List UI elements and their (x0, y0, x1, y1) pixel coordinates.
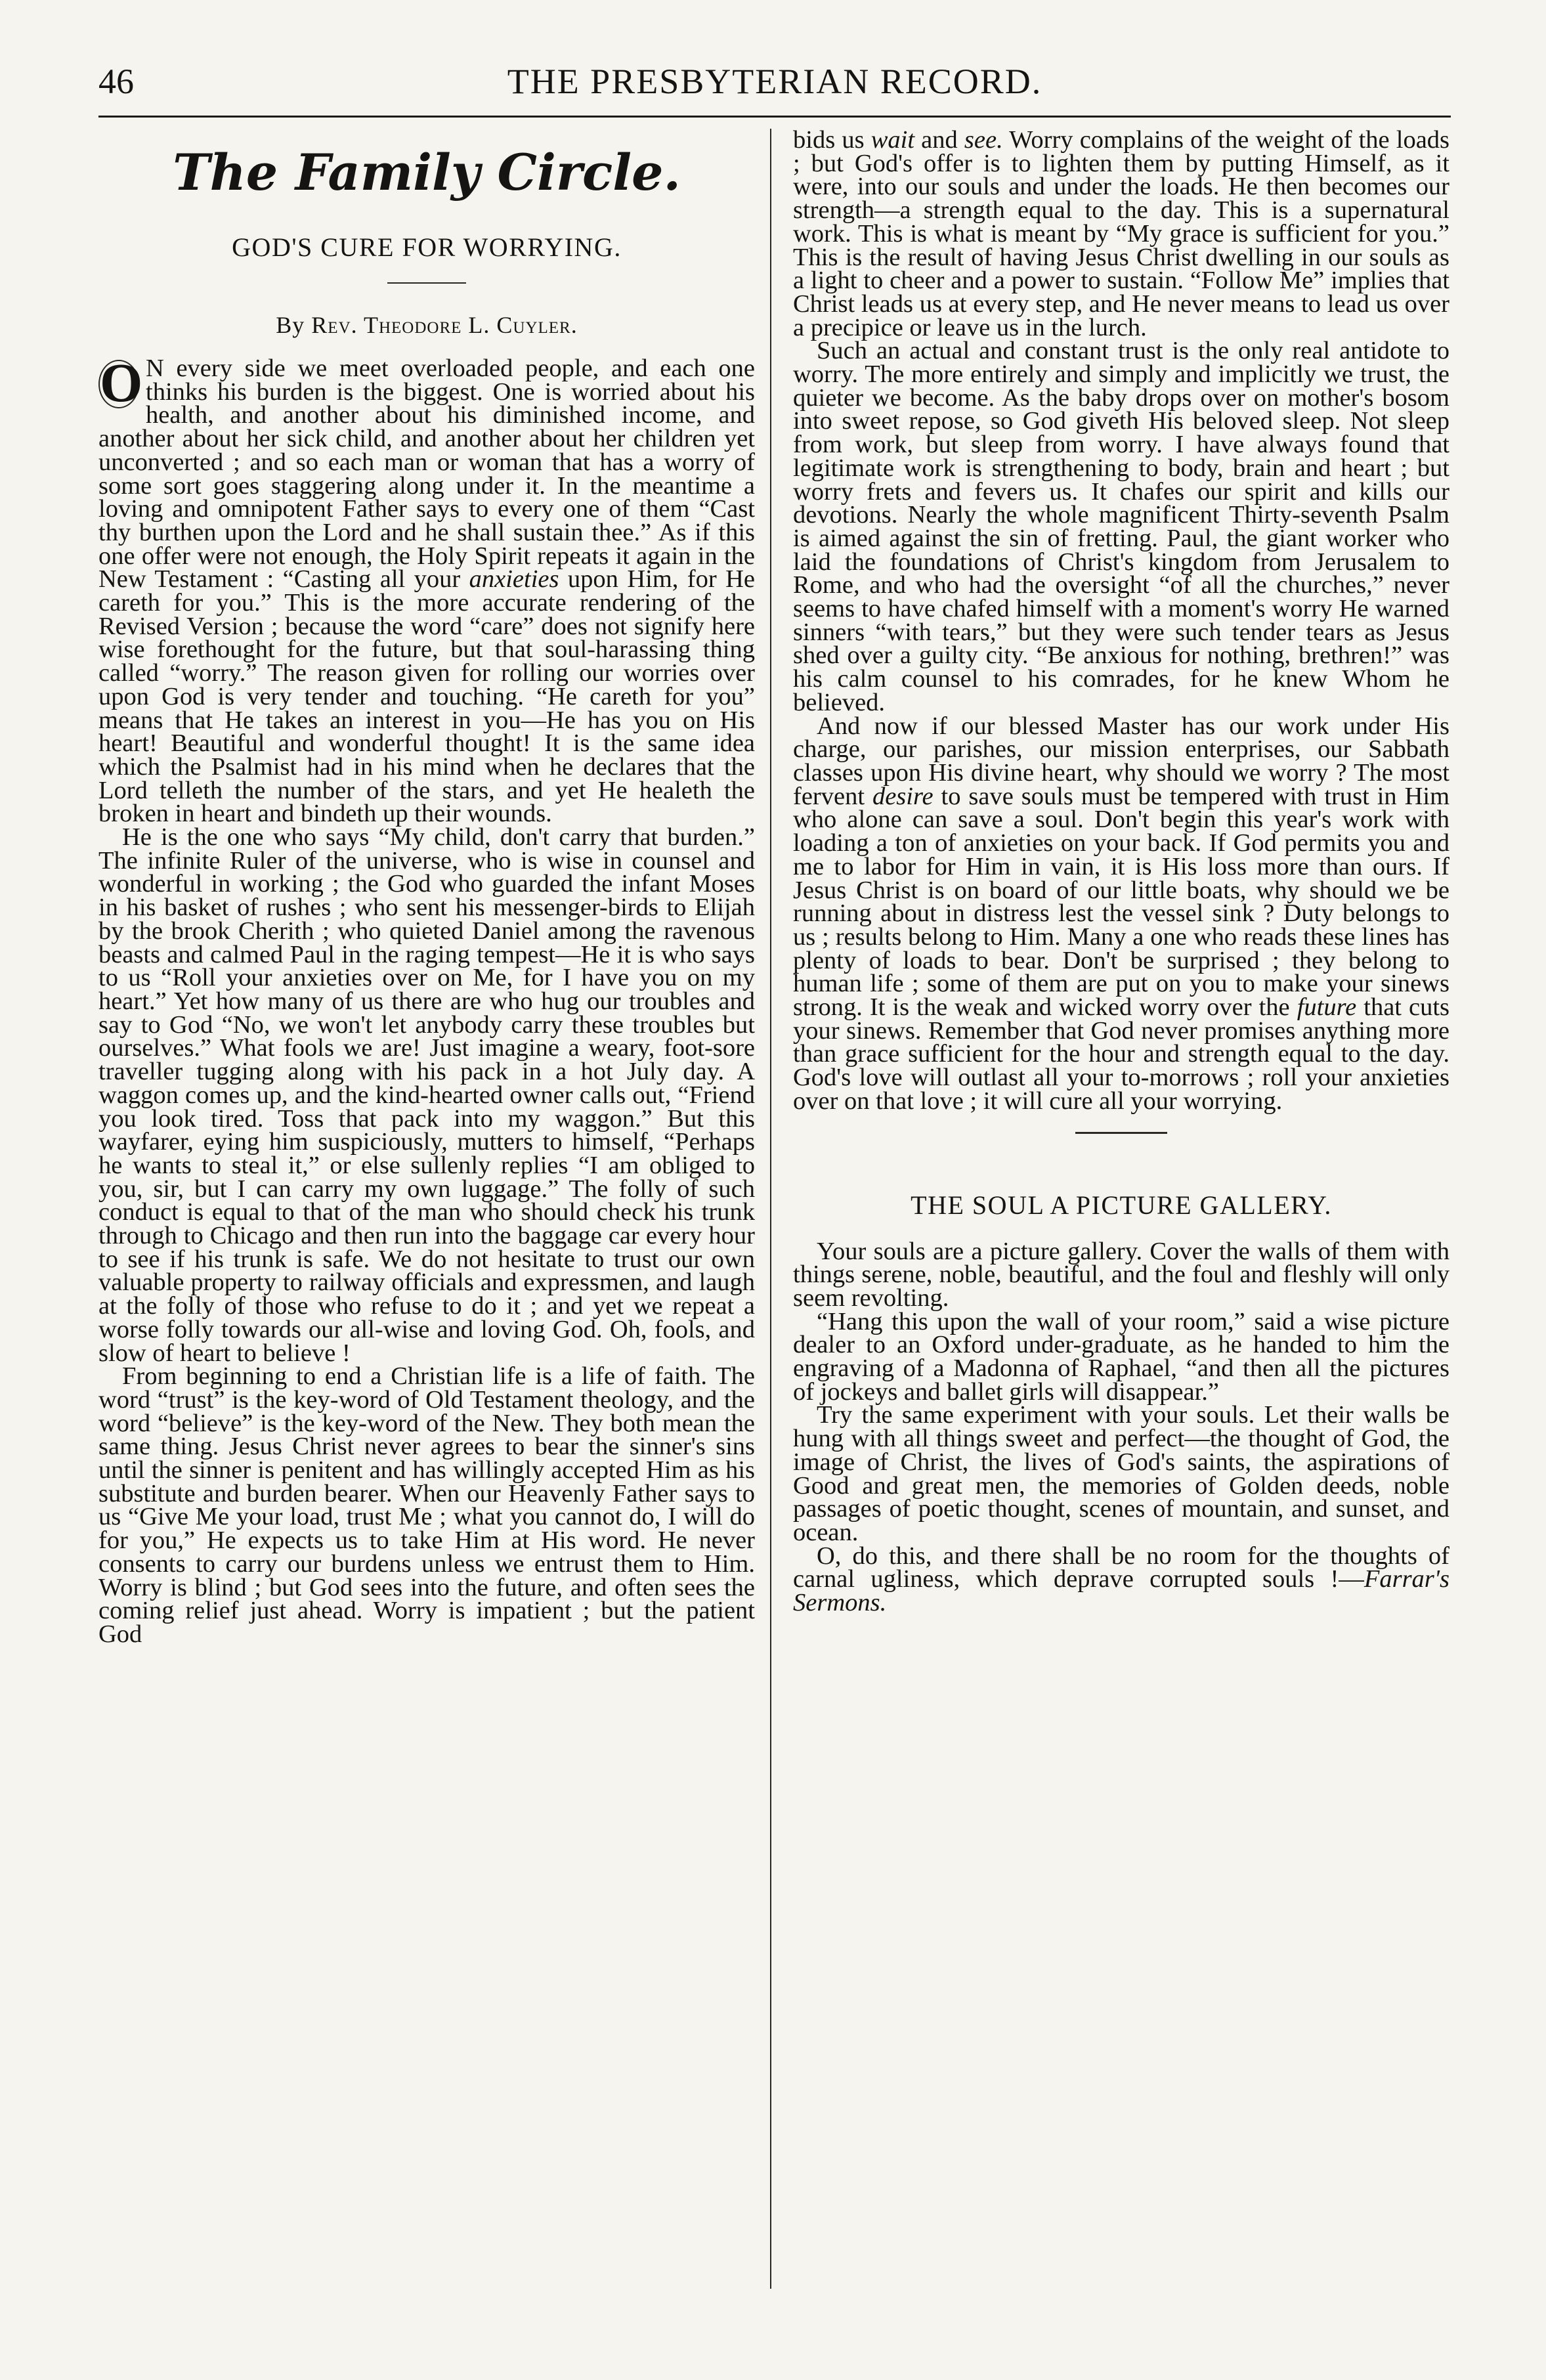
paragraph: Try the same experiment with your souls. Let their walls be hung with all things sweet and perfect—the thought of God, the image of Christ, the lives of God's saints, the aspirations of Good and great men, the memories of Golden deeds, noble passages of poetic thought, scenes of mountain, and sunset, and ocean. (793, 1401, 1449, 1546)
left-column (98, 129, 755, 1647)
page-number: 46 (98, 62, 134, 101)
byline-prefix: By (276, 312, 305, 338)
title-rule (387, 282, 466, 284)
paragraph: From beginning to end a Christian life is a life of faith. The word “trust” is the key-word of Old Testament theology, and the word “believe” is the key-word of the New. They both mean the same thing. Jesus Christ never agrees to bear the sinner's sins until the sinner is penitent and has willingly accepted Him as his substitute and burden bearer. When our Heavenly Father says to us “Give Me your load, trust Me ; what you cannot do, I will do for you,” He expects us to take Him at His word. He never consents to carry our burdens unless we entrust them to Him. Worry is blind ; but God sees into the future, and often sees the coming relief just ahead. Worry is impatient ; but the patient God (98, 1362, 755, 1648)
paragraph (98, 353, 756, 828)
paragraph-text: and (921, 126, 958, 154)
article-separator (1075, 1132, 1167, 1134)
paragraph-text: upon Him, for He careth for you.” This is the more accurate rendering of the Revised Version ; because the word “care” does not signify here wise forethought for the future, but that soul-harassing thing called “worry.” The reason given for rolling our worries over upon God is very tender and touching. “He careth for you” means that He takes an interest in you—He has you on His heart! Beautiful and wonderful thought! It is the same idea which the Psalmist had in his mind when he declares that the Lord telleth the number of the stars, and yet He healeth the broken in heart and bindeth up their wounds. (98, 565, 756, 828)
paragraph (793, 712, 1450, 1115)
paragraph: “Hang this upon the wall of your room,” said a wise picture dealer to an Oxford under-graduate, as he handed to him the engraving of a Madonna of Raphael, “and then all the pictures of jockeys and ballet girls will disappear.” (793, 1307, 1449, 1406)
byline-author: Rev. Theodore L. Cuyler. (311, 312, 578, 338)
paragraph (793, 1542, 1449, 1617)
paragraph (793, 126, 1450, 341)
running-head (98, 55, 1451, 108)
paragraph-text: And now if our blessed Master has our work under His charge, our parishes, our mission enterprises, our Sabbath classes upon His divine heart, why should we worry ? The most fervent (793, 712, 1449, 810)
header-rule (98, 116, 1451, 118)
paragraph: He is the one who says “My child, don't carry that burden.” The infinite Ruler of the universe, who is wise in counsel and wonderful in working ; the God who guarded the infant Moses in his basket of rushes ; who sent his messenger-birds to Elijah by the brook Cherith ; who quieted Daniel among the ravenous beasts and calmed Paul in the raging tempest—He it is who says to us “Roll your anxieties over on Me, for I have you on my heart.” Yet how many of us there are who hug our troubles and say to God “No, we won't let anybody carry these troubles but ourselves.” What fools we are! Just imagine a weary, foot-sore traveller tugging along with his pack in a hot July day. A waggon comes up, and the kind-hearted owner calls out, “Friend you look tired. Toss that pack into my waggon.” But this wayfarer, eying him suspiciously, mutters to himself, “Perhaps he wants to steal it,” or else sullenly replies “I am obliged to you, sir, but I can carry my own luggage.” The folly of such conduct is equal to that of the man who should check his trunk through to Chicago and then run into the baggage car every hour to see if his trunk is safe. We do not hesitate to trust our own valuable property to railway officials and expressmen, and laugh at the folly of those who refuse to do it ; and yet we repeat a worse folly towards our all-wise and loving God. Oh, fools, and slow of heart to believe ! (98, 823, 755, 1367)
paragraph-text: O, do this, and there shall be no room for the thoughts of carnal ugliness, which deprave corrupted souls !— (793, 1542, 1449, 1593)
emphasis: desire (872, 782, 934, 810)
paragraph-text: that cuts your sinews. Remember that God never promises anything more than grace sufficient for the hour and strength equal to the day. God's love will outlast all your to-morrows ; roll your anxieties over on that love ; it will cure all your worrying. (793, 993, 1450, 1115)
paragraph: Your souls are a picture gallery. Cover the walls of them with things serene, noble, beautiful, and the foul and fleshly will only seem revolting. (793, 1237, 1449, 1312)
paragraph: Such an actual and constant trust is the only real antidote to worry. The more entirely and simply and implicitly we trust, the quieter we become. As the baby drops over on mother's bosom into sweet repose, so God giveth His beloved sleep. Not sleep from work, but sleep from worry. I have always found that legitimate work is strengthening to body, brain and heart ; but worry frets and fevers us. It chafes our spirit and kills our devotions. Nearly the whole magnificent Thirty-seventh Psalm is aimed against the sin of fretting. Paul, the giant worker who laid the foundations of Christ's kingdom from Jerusalem to Rome, and who had the oversight “of all the churches,” never seems to have chafed himself with a moment's worry He warned sinners “with tears,” but they were such tender tears as Jesus shed over a guilty city. “Be anxious for nothing, brethren!” was his calm counsel to his comrades, for he knew Whom he believed. (793, 337, 1449, 716)
article-title: THE SOUL A PICTURE GALLERY. (911, 1190, 1332, 1220)
paragraph-text: to save souls must be tempered with trust in Him who alone can save a soul. Don't begin this year's work with loading a ton of anxieties on your back. If God permits you and me to labor for Him in vain, it is His loss more than ours. If Jesus Christ is on board of our little boats, why should we be running about in distress lest the vessel sink ? Duty belongs to us ; results belong to Him. Many a one who reads these lines has plenty of loads to bear. Don't be surprised ; they belong to human life ; some of them are put on you to make your sinews strong. It is the weak and wicked worry over the (793, 782, 1450, 1022)
journal-title: THE PRESBYTERIAN RECORD. (507, 62, 1042, 101)
emphasis: see. (964, 126, 1003, 154)
emphasis: wait (870, 126, 915, 154)
drop-cap-ornament: O (100, 353, 143, 414)
article-title: GOD'S CURE FOR WORRYING. (232, 232, 622, 262)
paragraph-text: N every side we meet overloaded people, and each one thinks his burden is the biggest. One is worried about his health, and another about his diminished income, and another about her sick child, and another about her children yet unconverted ; and so each man or woman that has a worry of some sort goes staggering along under it. In the meantime a loving and omnipotent Father says to every one of them “Cast thy burthen upon the Lord and he shall sustain thee.” As if this one offer were not enough, the Holy Spirit repeats it again in the New Testament : “Casting all your (98, 355, 755, 594)
section-title: The Family Circle. (173, 143, 681, 202)
paragraph-text: bids us (793, 126, 865, 154)
paragraph-text: Worry complains of the weight of the loads ; but God's offer is to lighten them by putting Himself, as it were, into our souls and under the loads. He then becomes our strength—a strength equal to the day. This is a supernatural work. This is what is meant by “My grace is sufficient for you.” This is the result of having Jesus Christ dwelling in our souls as a light to cheer and a power to sustain. “Follow Me” implies that Christ leads us at every step, and He never means to lead us over a precipice or leave us in the lurch. (793, 126, 1450, 341)
column-divider (770, 129, 771, 2289)
source-citation: Farrar's Sermons. (793, 1565, 1449, 1617)
byline (98, 310, 755, 340)
emphasis: future (1297, 993, 1357, 1022)
right-column (793, 126, 1450, 1617)
emphasis: anxieties (469, 565, 559, 594)
